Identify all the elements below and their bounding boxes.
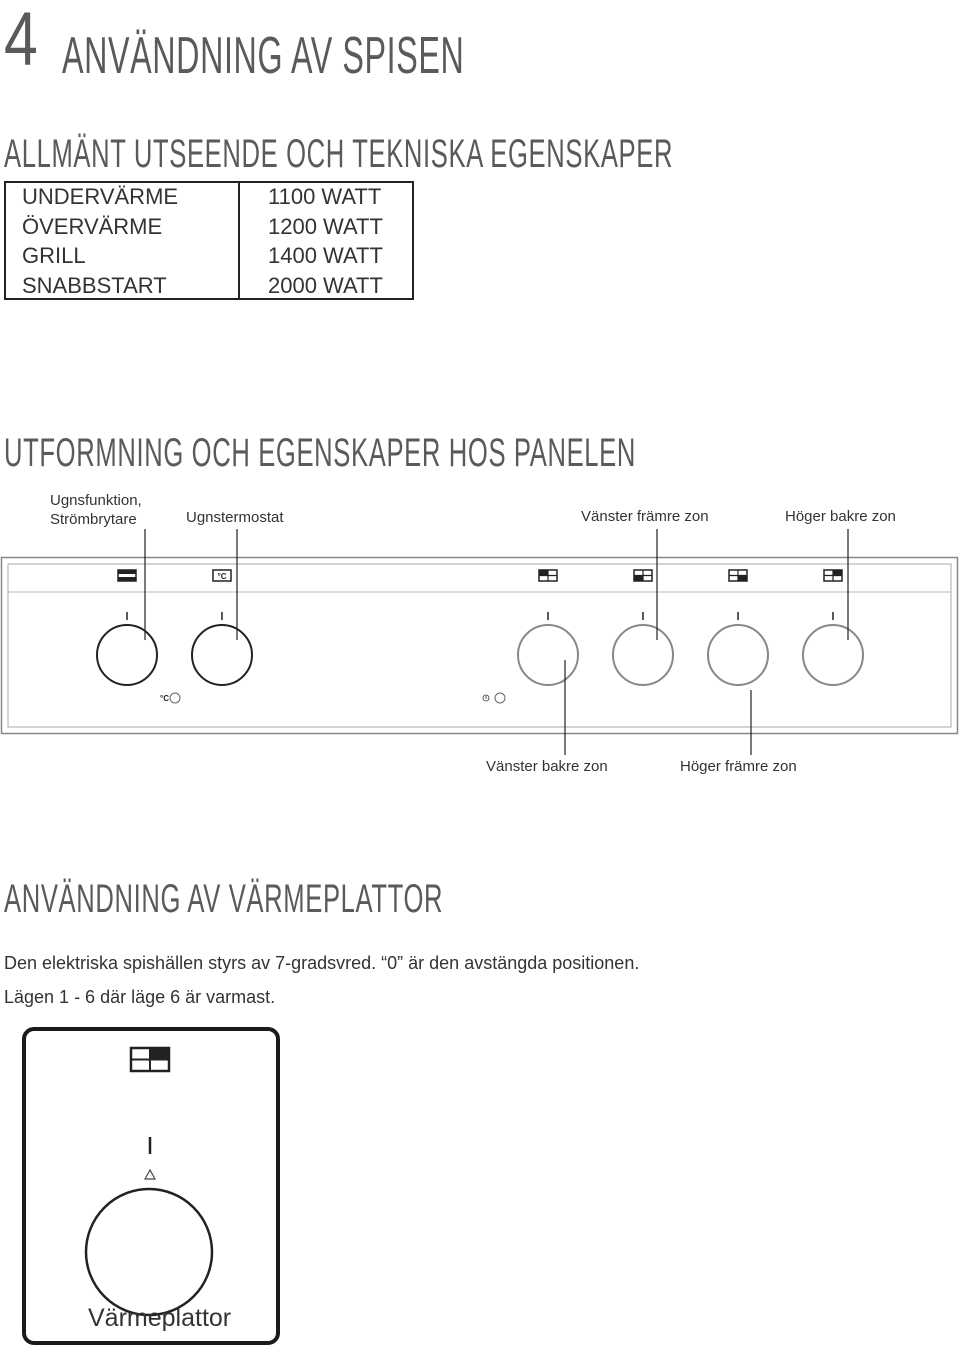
hotplate-knob-label: Värmeplattor <box>88 1304 232 1332</box>
general-section-title: ALLMÄNT UTSEENDE OCH TEKNISKA EGENSKAPER <box>4 132 674 176</box>
spec-value: 1200 WATT <box>268 214 383 239</box>
chapter-number: 4 <box>4 0 38 82</box>
indicator-celsius-text: °C <box>160 694 169 703</box>
label-left-back-zone: Vänster bakre zon <box>486 758 608 775</box>
zone-left-back-symbol-icon <box>634 570 652 581</box>
hotplates-paragraph-1: Den elektriska spishällen styrs av 7-gradsvred. “0” är den avstängda positionen. <box>4 953 640 973</box>
label-right-front-zone: Höger främre zon <box>680 758 797 775</box>
spec-value: 1100 WATT <box>268 184 382 209</box>
spec-table-divider <box>238 183 240 298</box>
label-right-back-zone: Höger bakre zon <box>785 508 896 525</box>
label-oven-function-line1: Ugnsfunktion, <box>50 492 142 509</box>
spec-name: GRILL <box>22 243 86 268</box>
label-oven-function-line2: Strömbrytare <box>50 511 137 528</box>
hotplate-knob <box>86 1189 212 1315</box>
hotplates-section-title: ANVÄNDNING AV VÄRMEPLATTOR <box>4 877 444 921</box>
label-left-front-zone: Vänster främre zon <box>581 508 709 525</box>
zone-left-front-symbol-icon <box>539 570 557 581</box>
chapter-title: ANVÄNDNING AV SPISEN <box>62 27 465 85</box>
oven-function-symbol-icon <box>118 570 136 581</box>
zone-right-back-large-symbol-icon <box>131 1048 169 1071</box>
zone-right-back-symbol-icon <box>824 570 842 581</box>
control-panel-diagram <box>0 520 960 760</box>
hotplates-paragraph-2: Lägen 1 - 6 där läge 6 är varmast. <box>4 987 276 1007</box>
hotplate-knob-drawing <box>22 1027 280 1345</box>
panel-section-title: UTFORMNING OCH EGENSKAPER HOS PANELEN <box>4 431 637 475</box>
spec-name: UNDERVÄRME <box>22 184 179 209</box>
label-oven-thermostat: Ugnstermostat <box>186 509 284 526</box>
celsius-symbol-icon <box>213 570 231 581</box>
spec-value: 2000 WATT <box>268 273 383 298</box>
celsius-symbol-text: °C <box>217 572 227 581</box>
zone-right-front-symbol-icon <box>729 570 747 581</box>
knob-arrow-icon <box>145 1170 155 1179</box>
spec-name: SNABBSTART <box>22 273 167 298</box>
spec-table <box>4 181 414 300</box>
spec-name: ÖVERVÄRME <box>22 214 163 239</box>
spec-value: 1400 WATT <box>268 243 383 268</box>
